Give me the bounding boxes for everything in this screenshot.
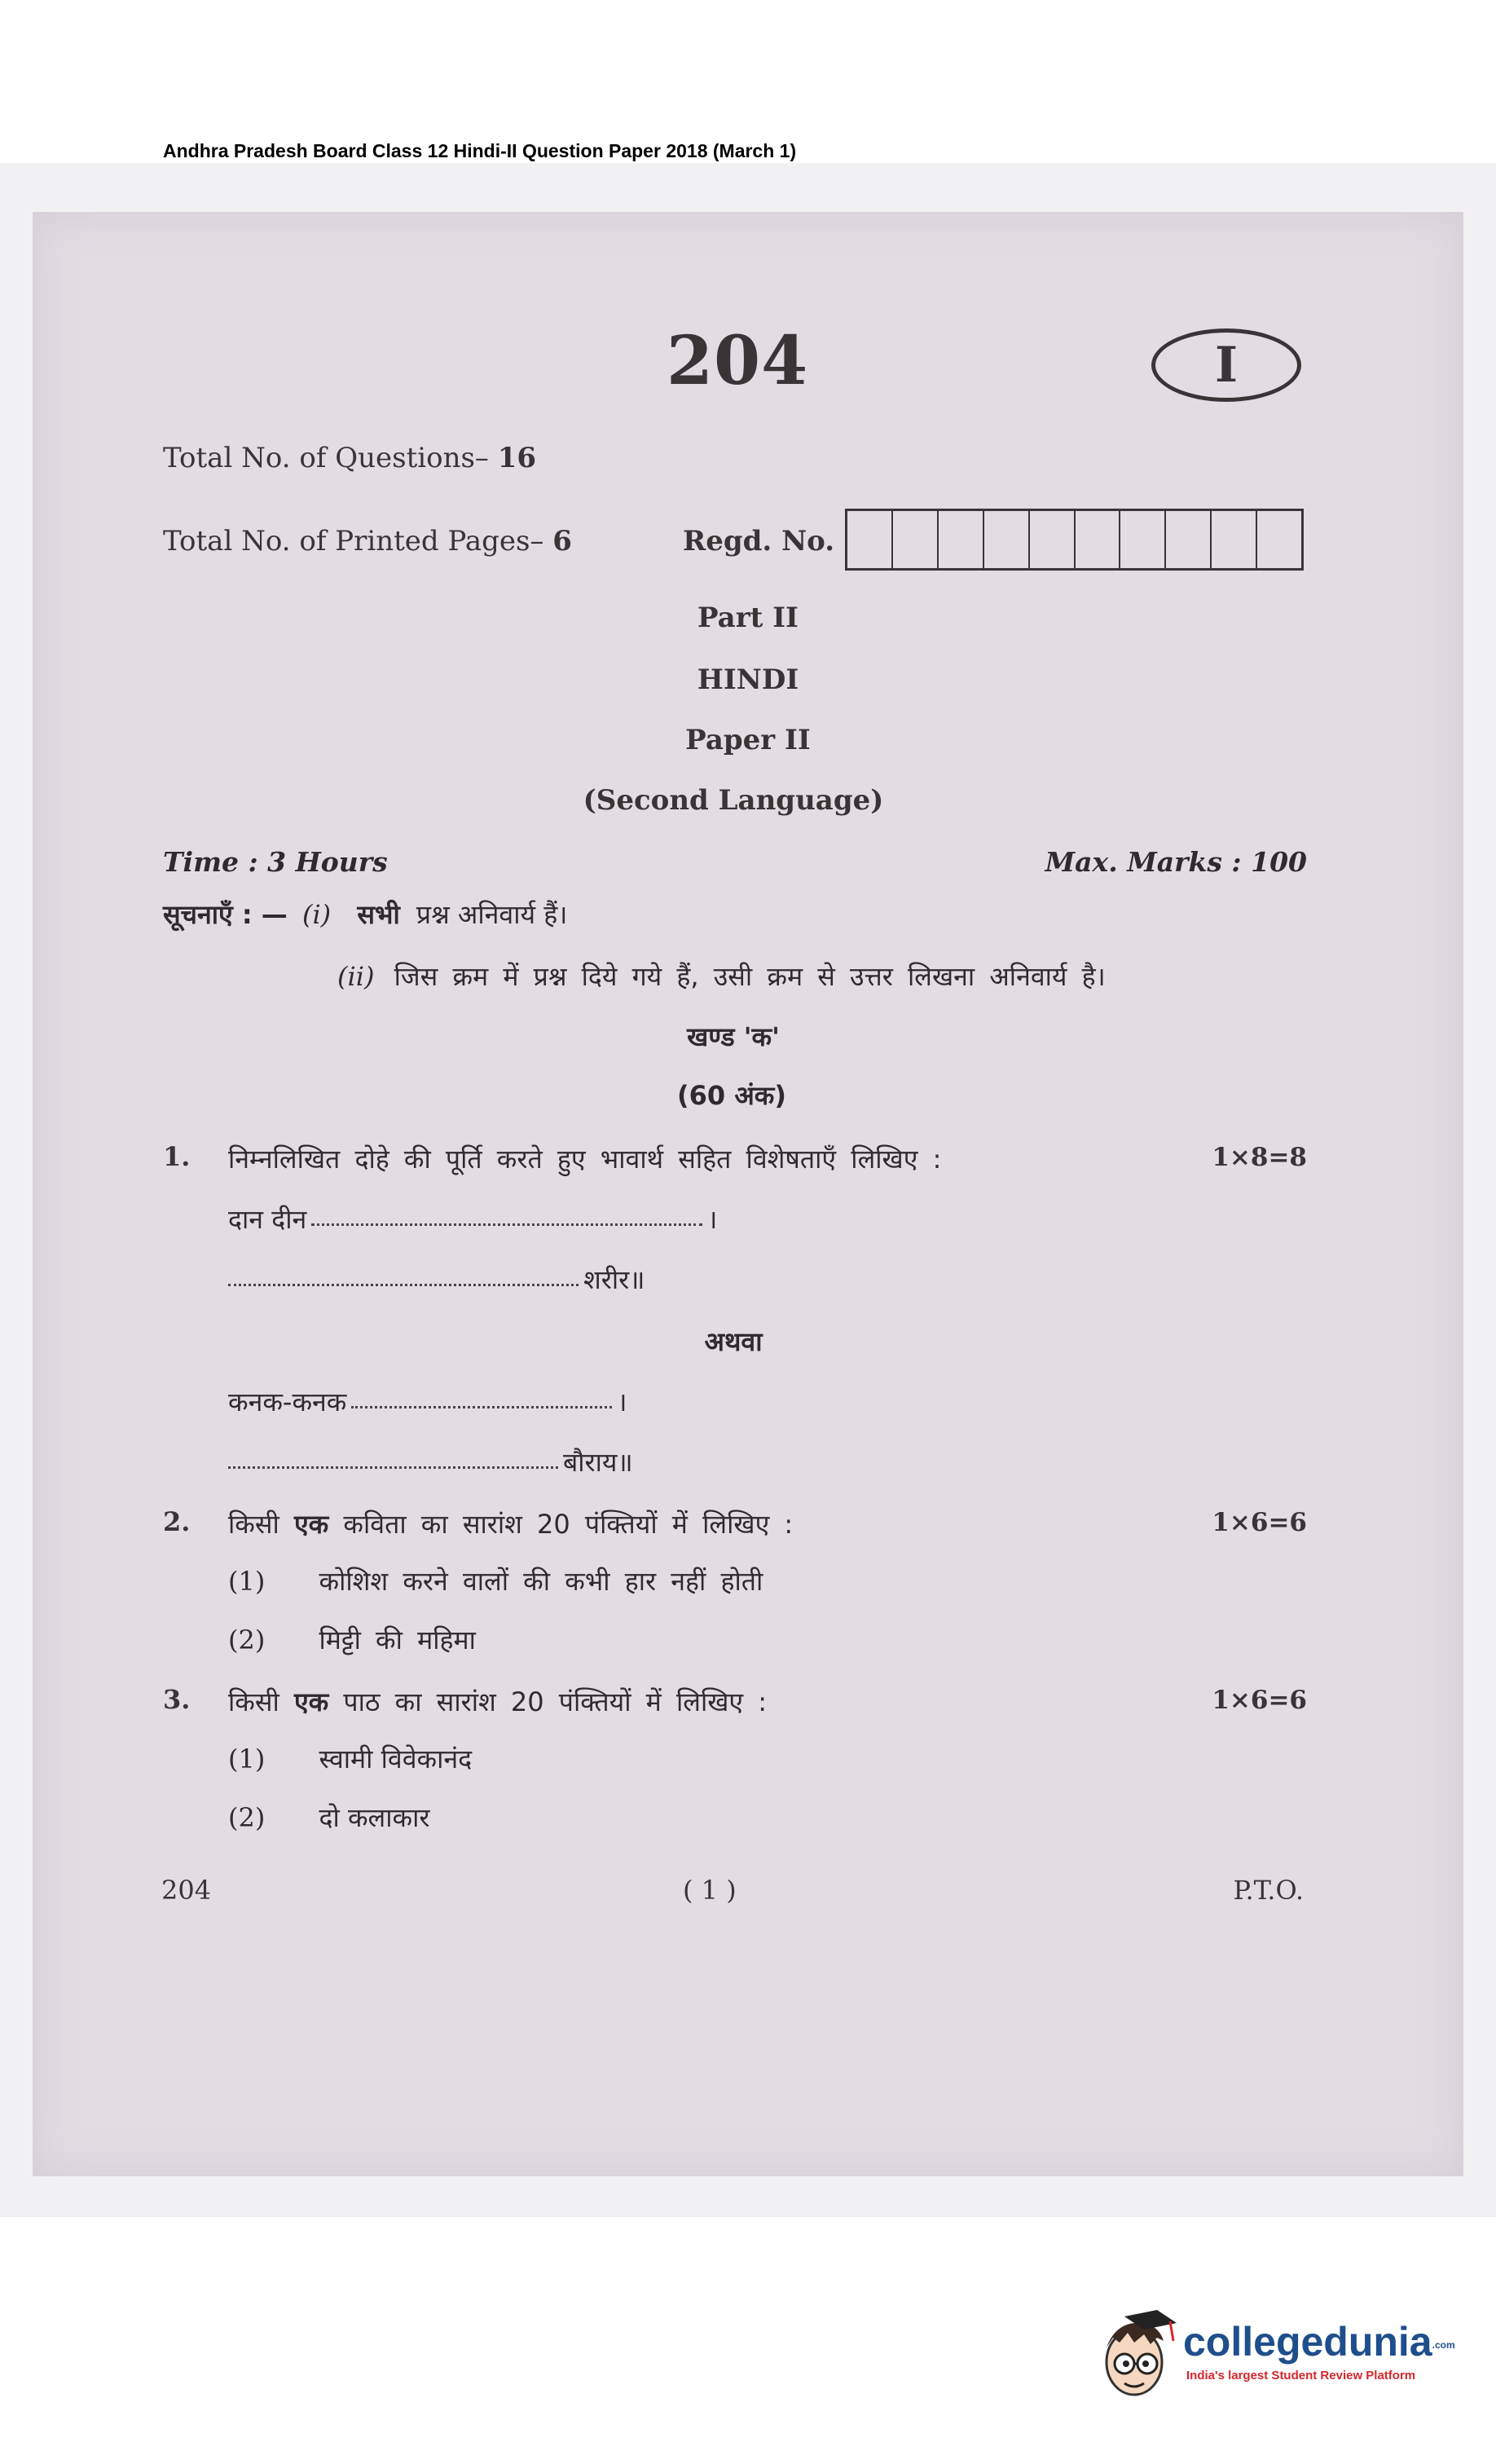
blank-dots (311, 1223, 702, 1226)
section-marks: (60 अंक) (677, 1080, 786, 1111)
or-separator: अथवा (704, 1326, 763, 1357)
question-1-line-1 (228, 1201, 717, 1236)
regd-box (984, 511, 1030, 568)
question-1-text: निम्नलिखित दोहे की पूर्ति करते हुए भावार्थ सहित विशेषताएँ लिखिए : (228, 1144, 942, 1175)
question-3-option-2 (228, 1800, 429, 1835)
question-3-option-1 (228, 1741, 472, 1776)
option-number: (2) (228, 1624, 266, 1655)
q2-text-post: कविता का सारांश 20 पंक्तियों में लिखिए : (343, 1509, 794, 1540)
question-2-option-2 (228, 1622, 476, 1657)
question-1-line-3 (228, 1384, 627, 1419)
q3-text-bold: एक (293, 1686, 329, 1717)
q2-text-bold: एक (293, 1509, 329, 1540)
blank-dots (228, 1284, 579, 1286)
line-1-end: । (707, 1204, 718, 1235)
blank-dots (351, 1406, 612, 1408)
regd-box (939, 511, 984, 568)
instructions-line-1 (163, 897, 567, 932)
regd-box (847, 511, 893, 568)
option-number: (2) (228, 1802, 266, 1833)
paper-label: Paper II (685, 724, 811, 756)
regd-box (1030, 511, 1076, 568)
question-2-text (228, 1506, 793, 1541)
logo-dotcom: .com (1432, 2338, 1455, 2351)
instruction-ii-text: जिस क्रम में प्रश्न दिये गये हैं, उसी क्रम से उत्तर लिखना अनिवार्य है। (394, 961, 1106, 992)
question-1-number: 1. (163, 1141, 191, 1172)
regd-box (1212, 511, 1257, 568)
subject-label: HINDI (697, 663, 799, 696)
max-marks: Max. Marks : 100 (1045, 846, 1307, 878)
question-3-number: 3. (163, 1684, 191, 1715)
instructions-line-2 (337, 959, 1106, 994)
q3-text-pre: किसी (228, 1686, 279, 1717)
question-3-marks: 1×6=6 (1212, 1686, 1307, 1715)
mascot-icon (1092, 2305, 1190, 2403)
language-label: (Second Language) (583, 784, 884, 817)
logo-wordmark (1183, 2318, 1455, 2365)
instruction-i-num: (i) (301, 899, 332, 930)
option-number: (1) (228, 1566, 266, 1597)
time-allowed: Time : 3 Hours (163, 846, 388, 878)
question-1-line-2 (228, 1262, 645, 1297)
part-label: Part II (697, 602, 799, 634)
line-4-end: बौराय॥ (563, 1447, 633, 1478)
line-3-end: । (617, 1386, 627, 1417)
option-text: स्वामी विवेकानंद (319, 1743, 473, 1774)
logo-name: collegedunia (1183, 2319, 1432, 2365)
collegedunia-logo (1092, 2305, 1467, 2403)
section-title: खण्ड 'क' (687, 1021, 780, 1052)
regd-box (1076, 511, 1121, 568)
question-2-marks: 1×6=6 (1212, 1508, 1307, 1537)
question-3-text (228, 1684, 767, 1719)
q2-text-pre: किसी (228, 1509, 279, 1540)
pto-label: P.T.O. (1233, 1875, 1304, 1906)
question-1-marks: 1×8=8 (1212, 1143, 1307, 1172)
question-2-number: 2. (163, 1506, 191, 1537)
option-text: दो कलाकार (319, 1802, 430, 1833)
total-pages (163, 525, 572, 558)
total-pages-value: 6 (552, 525, 572, 558)
q3-text-post: पाठ का सारांश 20 पंक्तियों में लिखिए : (343, 1686, 768, 1717)
regd-label: Regd. No. (683, 525, 835, 558)
total-questions-value: 16 (497, 442, 537, 474)
paper-code: 204 (667, 322, 809, 400)
regd-box (893, 511, 939, 568)
instruction-ii-num: (ii) (337, 961, 375, 992)
regd-box (1120, 511, 1166, 568)
line-2-end: शरीर॥ (583, 1264, 645, 1295)
regd-box (1166, 511, 1212, 568)
option-number: (1) (228, 1743, 266, 1774)
logo-tagline: India's largest Student Review Platform (1186, 2369, 1416, 2382)
question-2-option-1 (228, 1563, 763, 1598)
page-number: ( 1 ) (683, 1875, 737, 1906)
instruction-i-bold: सभी (357, 899, 400, 930)
document-caption: Andhra Pradesh Board Class 12 Hindi-II Question Paper 2018 (March 1) (163, 140, 797, 161)
line-1-start: दान दीन (228, 1204, 307, 1235)
footer-code: 204 (161, 1875, 212, 1906)
total-pages-label: Total No. of Printed Pages– (163, 525, 553, 558)
instructions-label: सूचनाएँ : — (163, 899, 288, 930)
option-text: मिट्टी की महिमा (319, 1624, 476, 1655)
set-label: I (1214, 337, 1239, 394)
line-3-start: कनक-कनक (228, 1386, 347, 1417)
instruction-i-text: प्रश्न अनिवार्य हैं। (416, 899, 568, 930)
total-questions-label: Total No. of Questions– (163, 442, 498, 474)
total-questions (163, 442, 536, 474)
regd-number-boxes (845, 509, 1304, 571)
regd-box (1257, 511, 1301, 568)
set-label-oval (1151, 328, 1301, 402)
blank-dots (228, 1466, 558, 1469)
question-1-line-4 (228, 1444, 633, 1479)
option-text: कोशिश करने वालों की कभी हार नहीं होती (319, 1566, 763, 1597)
